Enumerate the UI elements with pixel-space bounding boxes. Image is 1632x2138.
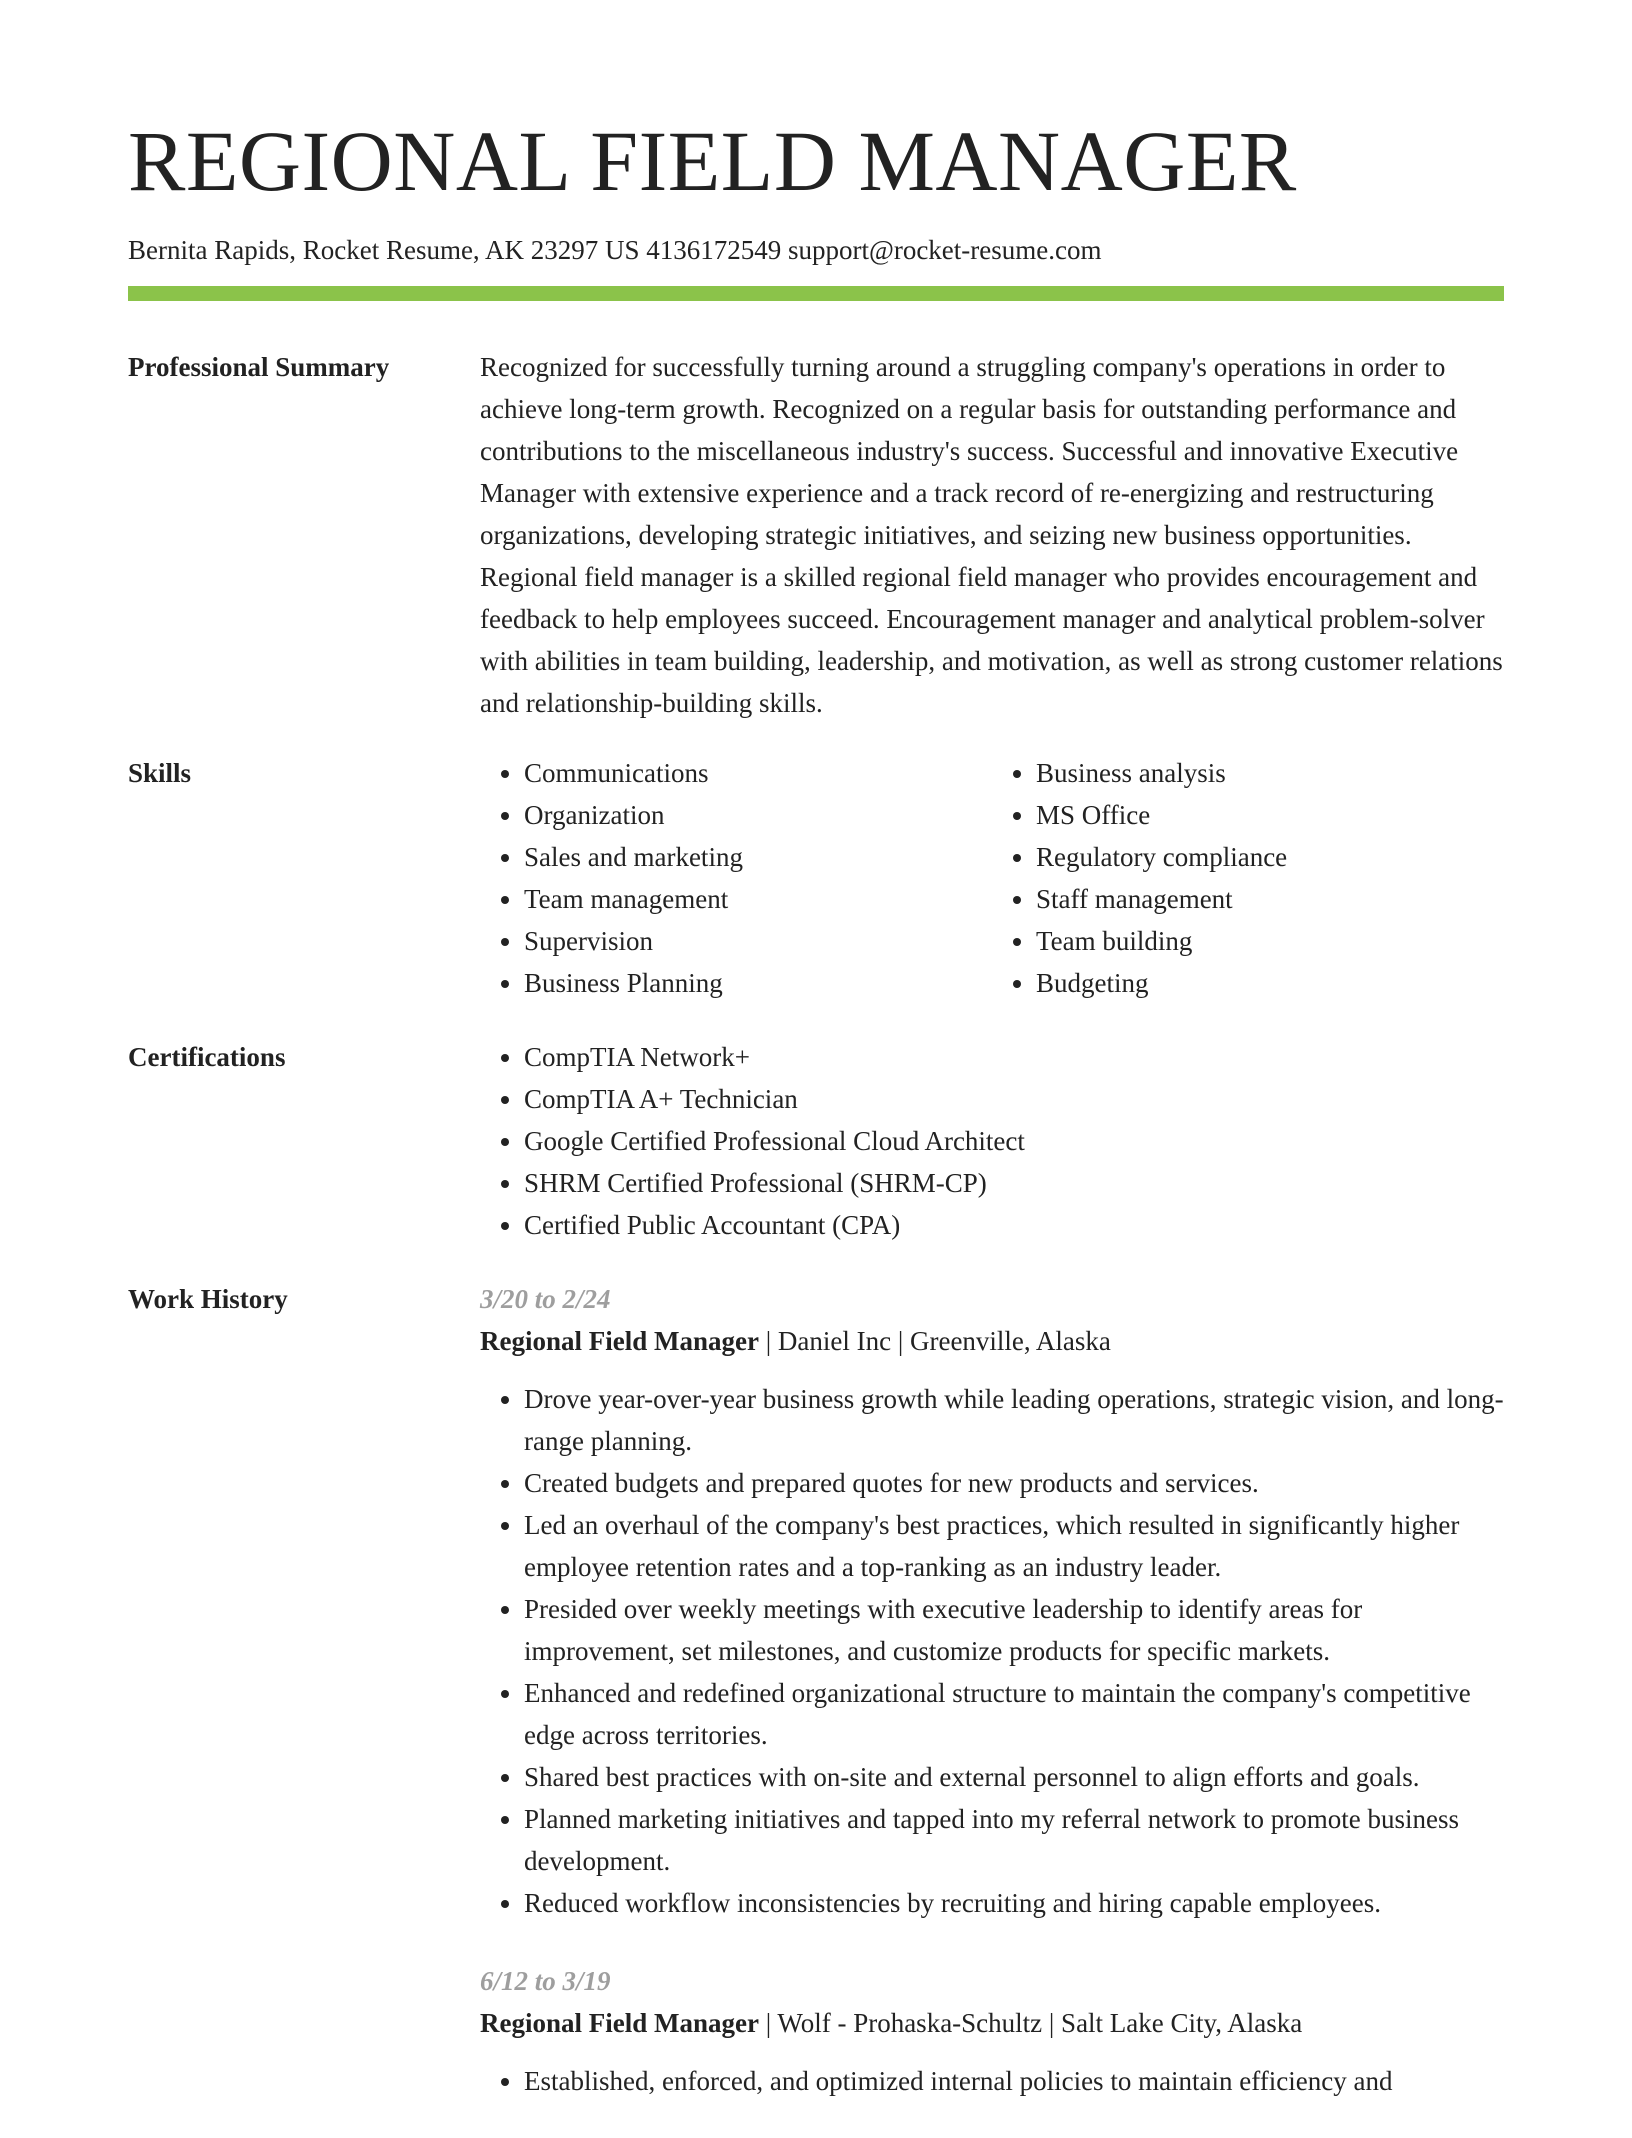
job-entry bbox=[480, 1960, 1504, 2102]
certification-item: • Google Certified Professional Cloud Architect bbox=[524, 1120, 1504, 1162]
certifications-body bbox=[480, 1036, 1504, 1246]
job-bullet: • Shared best practices with on-site and external personnel to align efforts and goals. bbox=[524, 1756, 1504, 1798]
certification-item: • SHRM Certified Professional (SHRM-CP) bbox=[524, 1162, 1504, 1204]
job-bullet: • Led an overhaul of the company's best practices, which resulted in significantly higher employee retention rates and a top-ranking as an industry leader. bbox=[524, 1504, 1504, 1588]
job-dates: 3/20 to 2/24 bbox=[480, 1284, 611, 1314]
skill-item: • Budgeting bbox=[1036, 962, 1504, 1004]
skill-item: • Communications bbox=[524, 752, 992, 794]
resume-title: REGIONAL FIELD MANAGER bbox=[128, 113, 1297, 209]
accent-divider bbox=[128, 286, 1504, 301]
job-heading bbox=[480, 2002, 1504, 2044]
skill-item: • Business analysis bbox=[1036, 752, 1504, 794]
work-history-body bbox=[480, 1278, 1504, 2138]
skill-item: • Staff management bbox=[1036, 878, 1504, 920]
job-bullet: • Planned marketing initiatives and tapped into my referral network to promote business development. bbox=[524, 1798, 1504, 1882]
certification-item: • CompTIA Network+ bbox=[524, 1036, 1504, 1078]
skills-heading: Skills bbox=[128, 758, 192, 788]
skill-item: • Team building bbox=[1036, 920, 1504, 962]
summary-body bbox=[480, 346, 1504, 724]
skills-list-column-1 bbox=[480, 752, 992, 1004]
job-title: Regional Field Manager bbox=[480, 2008, 759, 2038]
contact-line: Bernita Rapids, Rocket Resume, AK 23297 US 4136172549 support@rocket-resume.com bbox=[128, 235, 1102, 265]
job-company-location: | Wolf - Prohaska-Schultz | Salt Lake City, Alaska bbox=[758, 2008, 1303, 2038]
skill-item: • Regulatory compliance bbox=[1036, 836, 1504, 878]
summary-heading: Professional Summary bbox=[128, 352, 390, 382]
job-bullet: • Reduced workflow inconsistencies by recruiting and hiring capable employees. bbox=[524, 1882, 1504, 1924]
skill-item: • Business Planning bbox=[524, 962, 992, 1004]
job-title: Regional Field Manager bbox=[480, 1326, 759, 1356]
job-responsibilities bbox=[480, 2060, 1504, 2102]
skills-list-column-2 bbox=[992, 752, 1504, 1004]
certification-item: • CompTIA A+ Technician bbox=[524, 1078, 1504, 1120]
certifications-list bbox=[480, 1036, 1504, 1246]
job-bullet: • Created budgets and prepared quotes for new products and services. bbox=[524, 1462, 1504, 1504]
certifications-heading: Certifications bbox=[128, 1042, 286, 1072]
job-bullet: • Established, enforced, and optimized internal policies to maintain efficiency and bbox=[524, 2060, 1504, 2102]
job-dates: 6/12 to 3/19 bbox=[480, 1966, 611, 1996]
job-entry bbox=[480, 1278, 1504, 1924]
job-bullet: • Presided over weekly meetings with executive leadership to identify areas for improvement, set milestones, and customize products for specific markets. bbox=[524, 1588, 1504, 1672]
summary-text: Recognized for successfully turning around a struggling company's operations in order to achieve long-term growth. Recognized on a regular basis for outstanding performance and contributions to the miscellaneous industry's success. Successful and innovative Executive Manager with extensive experience and a track record of re-energizing and restructuring organizations, developing strategic initiatives, and seizing new business opportunities. Regional field manager is a skilled regional field manager who provides encouragement and feedback to help employees succeed. Encouragement manager and analytical problem-solver with abilities in team building, leadership, and motivation, as well as strong customer relations and relationship-building skills. bbox=[480, 352, 1503, 718]
skills-body bbox=[480, 752, 1504, 1004]
skill-item: • Organization bbox=[524, 794, 992, 836]
work-history-heading: Work History bbox=[128, 1284, 288, 1314]
skill-item: • MS Office bbox=[1036, 794, 1504, 836]
job-responsibilities bbox=[480, 1378, 1504, 1924]
skill-item: • Team management bbox=[524, 878, 992, 920]
job-heading bbox=[480, 1320, 1504, 1362]
job-company-location: | Daniel Inc | Greenville, Alaska bbox=[758, 1326, 1111, 1356]
certification-item: • Certified Public Accountant (CPA) bbox=[524, 1204, 1504, 1246]
job-bullet: • Drove year-over-year business growth while leading operations, strategic vision, and long-range planning. bbox=[524, 1378, 1504, 1462]
skill-item: • Supervision bbox=[524, 920, 992, 962]
skill-item: • Sales and marketing bbox=[524, 836, 992, 878]
job-bullet: • Enhanced and redefined organizational structure to maintain the company's competitive edge across territories. bbox=[524, 1672, 1504, 1756]
